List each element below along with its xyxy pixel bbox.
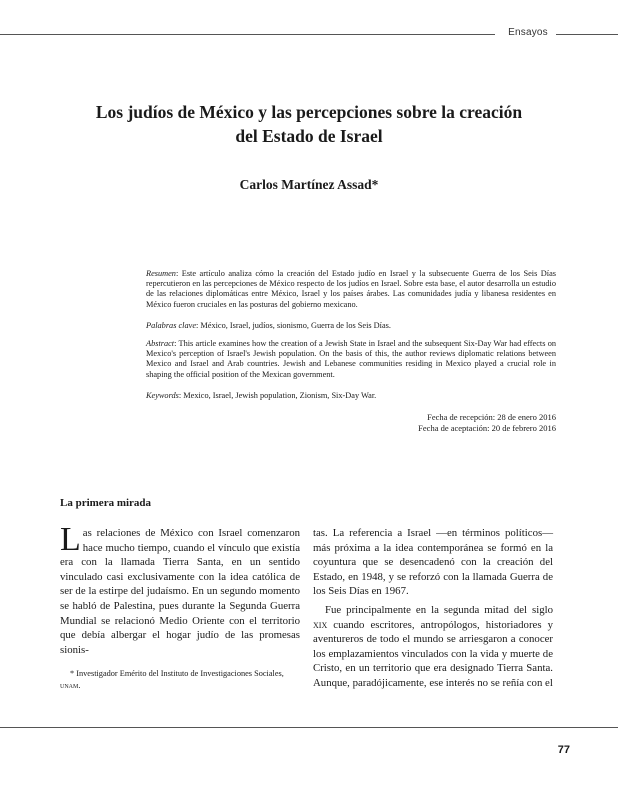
footnote-institution: unam (60, 681, 79, 690)
keywords-label: Keywords (146, 391, 179, 400)
century-numeral: xix (313, 618, 328, 631)
palabras-text: : México, Israel, judíos, sionismo, Guerra de los Seis Días. (196, 321, 391, 330)
resumen-text: : Este artículo analiza cómo la creación del Estado judío en Israel y la subsecuente Guerra de los Seis Días repercutieron en las percepciones de México respecto de los judíos en Israel. Sobre esta base, el autor desarrolla un estudio de las relaciones diplomáticas entre México, Israel y los países árabes. Las comunidades judía y libanesa residentes en México fueron cruciales en las posturas del gobierno mexicano. (146, 269, 556, 309)
page-number: 77 (557, 744, 570, 756)
body-paragraph-2 (313, 603, 553, 691)
section-label: Ensayos (508, 27, 548, 38)
drop-cap: L (60, 521, 81, 558)
palabras-clave (146, 321, 556, 331)
header-rule (0, 34, 495, 35)
body-paragraph-1 (60, 521, 300, 657)
date-received: Fecha de recepción: 28 de enero 2016 (427, 412, 556, 422)
palabras-label: Palabras clave (146, 321, 197, 330)
article-dates (300, 412, 556, 434)
resumen (146, 269, 556, 310)
p2-rest: cuando escritores, antropólogos, historiadores y aventureros de todo el mundo se arriesgaron a conocer los emplazamientos vinculados con la vida y muerte de Cristo, en un territorio que era designado Tierra Santa. Aunque, paradójicamente, ese interés no se reñía con el (313, 618, 553, 689)
footnote-end: . (78, 681, 81, 690)
footnote-text: * Investigador Emérito del Instituto de Investigaciones Sociales, (70, 669, 284, 678)
footer-rule (0, 727, 618, 728)
body-column-right (313, 526, 553, 701)
section-heading: La primera mirada (60, 497, 152, 509)
body-column-left (60, 521, 300, 657)
author-name: Carlos Martínez Assad* (239, 177, 379, 192)
keywords (146, 391, 556, 401)
resumen-label: Resumen (146, 269, 176, 278)
body-paragraph-1-cont: tas. La referencia a Israel —en términos políticos— más próxima a la idea contemporánea se formó en la coyuntura que se desencadenó con la creación del Estado, en 1948, y se reforzó con la llamada Guerra de los Seis Días en 1967. (313, 527, 553, 598)
header-rule-right (556, 34, 618, 35)
abstract-text: : This article examines how the creation of a Jewish State in Israel and the subsequent Six-Day War had effects on Mexico's perception of Israel's Jewish population. On the basis of this, the author reviews diplomatic relations between Mexico and Israel and Arab countries. Jewish and Lebanese communities residing in Mexico played a crucial role in shaping the official position of the Mexican government. (146, 339, 556, 379)
p2-start: Fue principalmente en la segunda mitad del siglo (325, 603, 553, 616)
abstract-en (146, 339, 556, 380)
keywords-text: : Mexico, Israel, Jewish population, Zionism, Six-Day War. (178, 391, 377, 400)
title-line-1: Los judíos de México y las percepciones sobre la creación (95, 102, 523, 122)
title-line-2: del Estado de Israel (235, 126, 383, 146)
date-accepted: Fecha de aceptación: 20 de febrero 2016 (418, 423, 556, 433)
article-title (60, 100, 558, 148)
author-footnote (60, 668, 300, 692)
body-left-text: as relaciones de México con Israel comenzaron hace mucho tiempo, cuando el vínculo que existía era con la llamada Tierra Santa, en un sentido vinculado casi exclusivamente con la idea católica de ser de la estirpe del judaísmo. En un segundo momento se habló de Palestina, pues durante la Segunda Guerra Mundial se relacionó Medio Oriente con el territorio que debía albergar el hogar judío de las promesas sionis- (60, 527, 300, 656)
abstract-label: Abstract (146, 339, 175, 348)
